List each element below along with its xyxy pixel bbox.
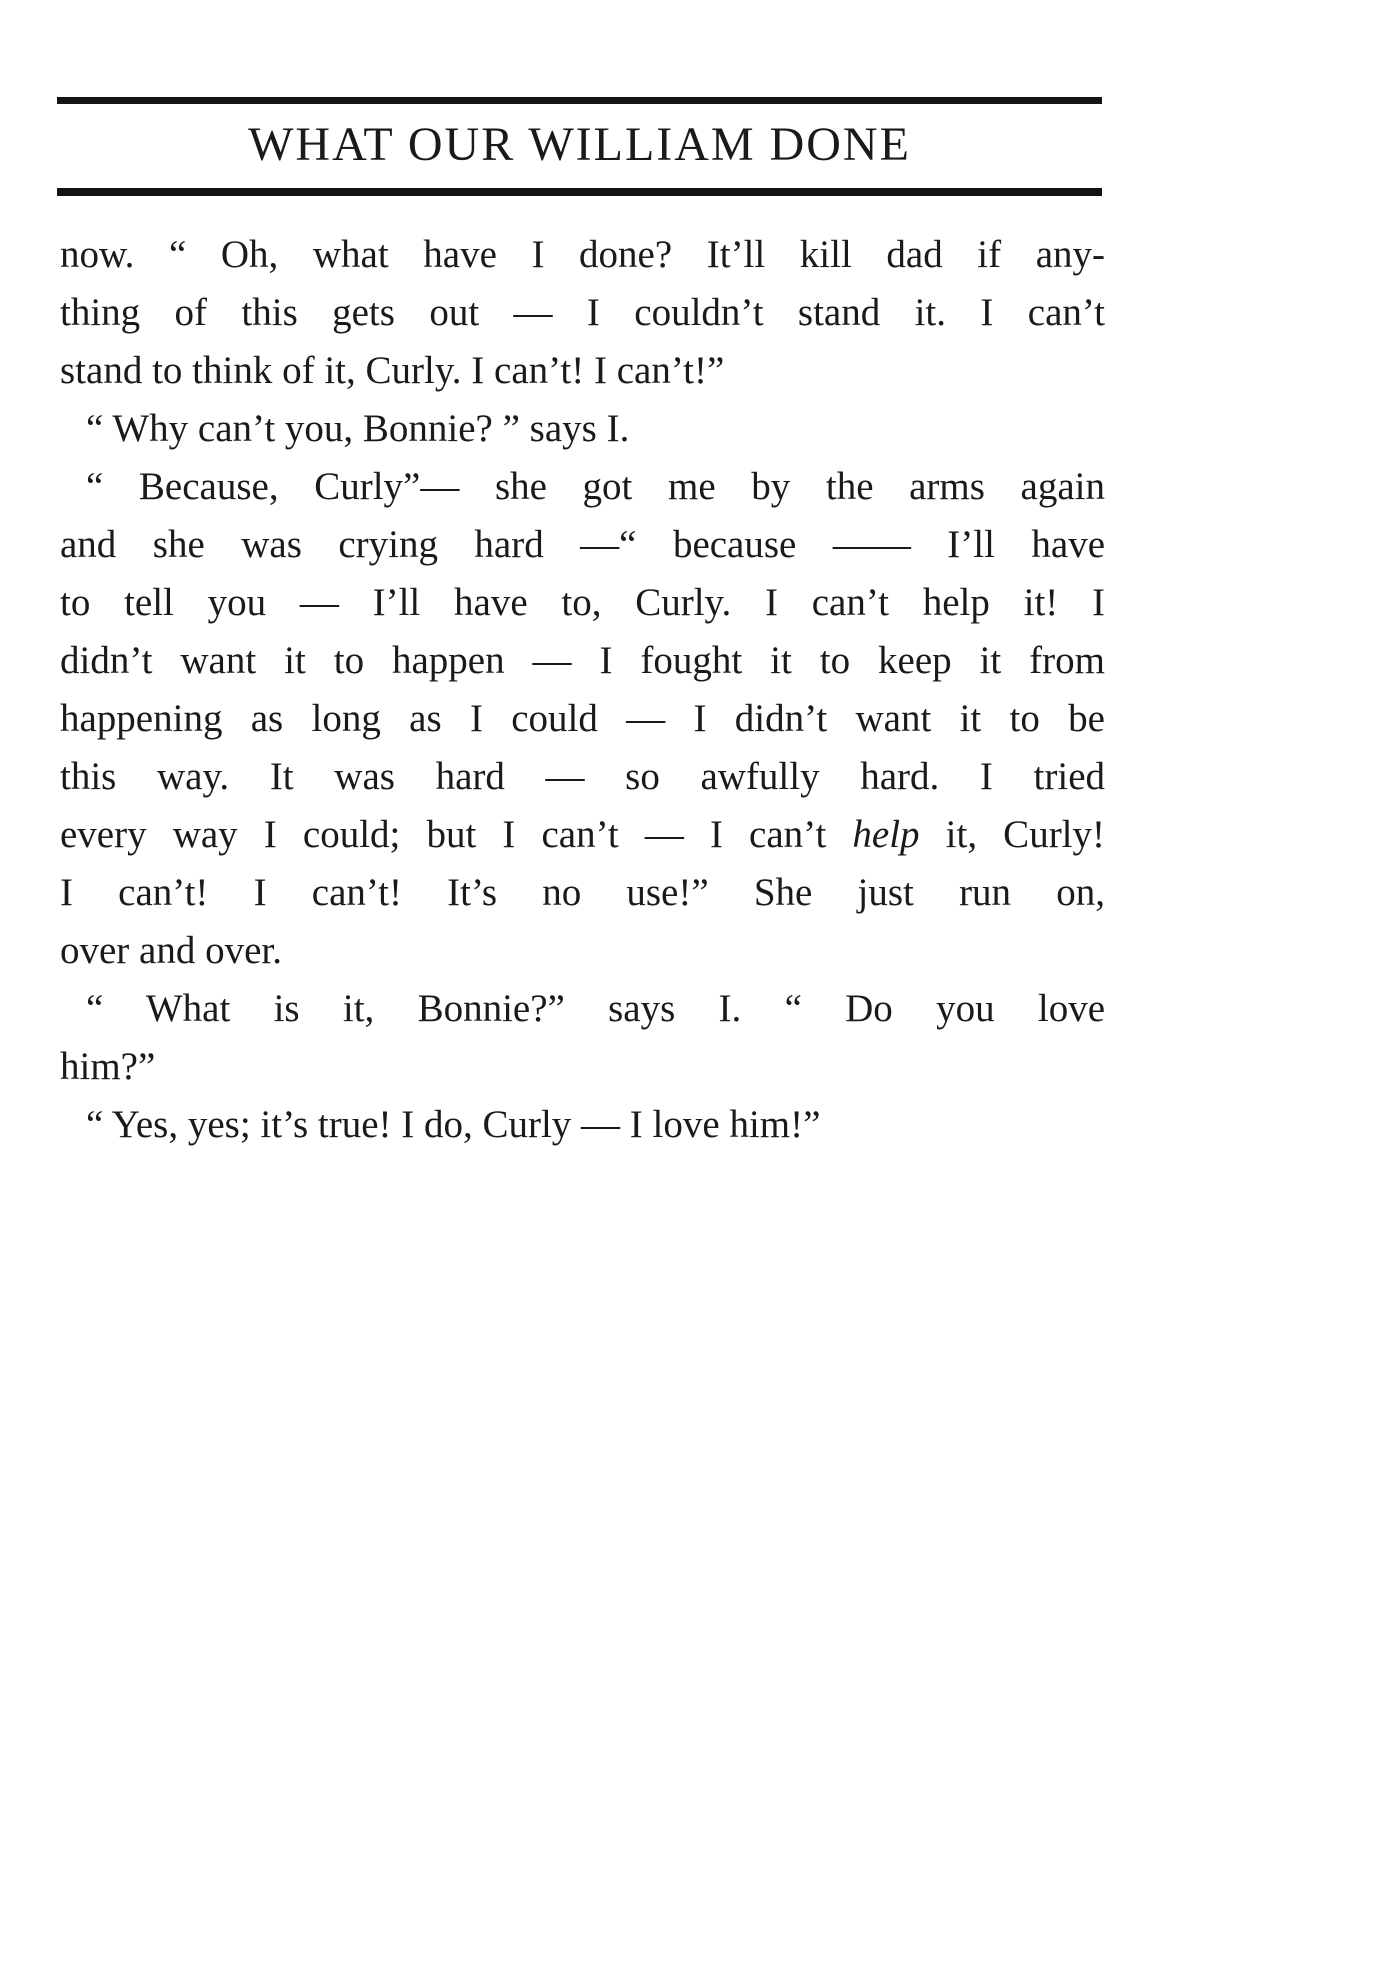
emphasized-word: help: [852, 813, 920, 856]
bottom-rule: [57, 188, 1102, 196]
text-line: now. “ Oh, what have I done? It’ll kill dad if any-: [60, 233, 1105, 276]
text-segment: it, Curly!: [919, 813, 1105, 856]
text-line: “ Why can’t you, Bonnie? ” says I.: [86, 407, 630, 450]
text-line: over and over.: [60, 929, 283, 972]
text-line: “ Yes, yes; it’s true! I do, Curly — I love him!”: [86, 1103, 821, 1146]
text-segment: every way I could; but I can’t — I can’t: [60, 813, 853, 856]
text-line: to tell you — I’ll have to, Curly. I can’t help it! I: [60, 581, 1105, 624]
text-line: him?”: [60, 1045, 156, 1088]
top-rule: [57, 97, 1102, 104]
body-text: [60, 226, 1105, 1154]
running-head-title: WHAT OUR WILLIAM DONE: [248, 118, 911, 171]
text-line: this way. It was hard — so awfully hard. I tried: [60, 755, 1105, 798]
text-line: stand to think of it, Curly. I can’t! I can’t!”: [60, 349, 725, 392]
text-line: [60, 806, 1105, 864]
text-line: I can’t! I can’t! It’s no use!” She just run on,: [60, 871, 1105, 914]
text-line: thing of this gets out — I couldn’t stand it. I can’t: [60, 291, 1105, 334]
text-line: didn’t want it to happen — I fought it to keep it from: [60, 639, 1105, 682]
text-line: “ What is it, Bonnie?” says I. “ Do you love: [86, 987, 1105, 1030]
text-line: “ Because, Curly”— she got me by the arms again: [86, 465, 1105, 508]
text-line: happening as long as I could — I didn’t want it to be: [60, 697, 1105, 740]
text-line: and she was crying hard —“ because —— I’ll have: [60, 523, 1105, 566]
